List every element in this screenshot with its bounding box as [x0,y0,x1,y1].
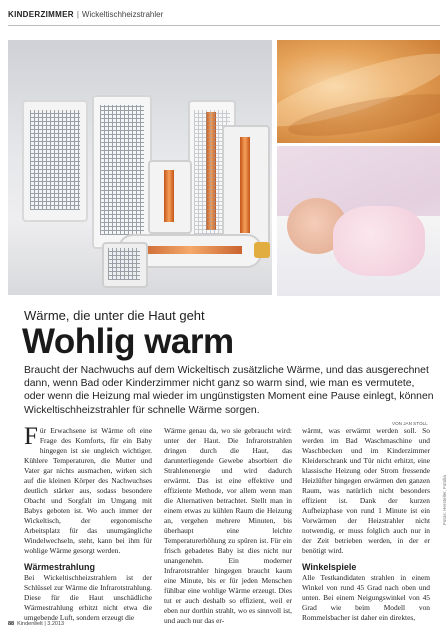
article-kicker: Wärme, die unter die Haut geht [24,308,205,323]
col1-subhead: Wärmestrahlung [24,562,96,572]
author-byline: VON JAN STOLL [392,421,428,426]
warm-fabric-photo [277,40,440,143]
header-divider [8,25,440,26]
heater-right-glow [222,125,270,247]
col3-paragraph-1: wärmt, was erwärmt werden soll. So werden im Bad Waschmaschine und Waschbecken und im Kinderzimmer Kleiderschrank und Tür nicht erhitzt, eine klassische Heizung oder Strom fressende Heizlüfter hingegen erwärmen den ganzen Raum, was natürlich nicht besonders effizient ist. Dank der kurzen Aufheizphase von rund 1 Minute ist ein Vorwärmen der Heizstrahler nicht notwendig, er muss folglich auch nur in der Zeit betrieben werden, in der er benötigt wird. [302,426,430,555]
subsection-label: Wickeltischheizstrahler [81,10,164,19]
photo-credit: Fotos: Hersteller, Fotolia [442,475,447,525]
col1-text-1: ür Erwachsene ist Wärme oft eine Frage des Komforts, für ein Baby hingegen ist sie ungleich wichtiger. Kühlere Temperaturen, die Mutter und Vater gar nichts ausmachen, wirken sich auf die kleinen Körper des Nachwuchses deutlich stärker aus, sodass besondere Obacht und Sorgfalt im Umgang mit Babys geboten ist. Wo auch immer der Wickeltisch, der ergonomische Arbeitsplatz für das unumgängliche Windelwechseln, steht, kann bei ihm für wohlige Wärme gesorgt werden. [24,426,152,555]
heater-column-tall [92,95,152,249]
col1-paragraph-1 [24,423,152,556]
heater-small-bottom [102,242,148,288]
article-lead: Braucht der Nachwuchs auf dem Wickeltisch zusätzliche Wärme, und das ausgerechnet dann, wenn Bad oder Kinderzimmer nicht ganz so warm sind, wie man es vermutete, oder wenn die Heizung mal wieder im ungünstigsten Moment eine Pause einlegt, können Wickeltischheizstrahler für schnelle Wärme sorgen. [24,365,434,416]
col2-paragraph-1: Wärme genau da, wo sie gebraucht wird: unter der Haut. Die Infrarotstrahlen dringen durch die Haut, das darunterliegende Gewebe absorbiert die Strahlenenergie und wird dadurch erwärmt. Das ist eine effektive und effiziente Methode, vor allem wenn man die Alternativen betrachtet. Stellt man in einem etwas zu kühlen Raum die Heizung an, vergehen mehrere Minuten, bis überhaupt eine leichte Temperaturerhöhung zu spüren ist. Für ein frisch gebadetes Baby ist dies nicht nur unangenehm. Ein moderner Infrarotstrahler hingegen braucht kaum eine Minute, bis er für jeden Menschen fühlbar eine wohlige Wärme erzeugt. Dies tut er auch deshalb so effizient, weil er eben nur dorthin strahlt, wo es sinnvoll ist, und auch nur das er- [164,426,292,625]
heater-small-glow [148,160,192,234]
col1-paragraph-2: Bei Wickeltischheizstrahlern ist der Schlüssel zur Wärme die Infrarotstrahlung. Diese für die Haut unschädliche Wärmestrahlung erhitzt nicht etwa die umgebende Luft, sondern erzeugt die [24,573,152,622]
body-column-1 [24,423,152,623]
page-footer [8,621,64,627]
article-title: Wohlig warm [22,322,234,361]
page-number: 88 [8,621,15,627]
heater-square-white [22,100,88,222]
body-column-2 [164,426,292,626]
publication-info: Kinderwelt | 3.2013 [17,621,65,627]
running-header [8,10,163,19]
col3-subhead: Winkelspiele [302,562,357,572]
heater-product-photo [8,40,272,295]
body-column-3 [302,426,430,623]
section-label: KINDERZIMMER [8,10,74,19]
header-separator: | [76,10,79,19]
baby-photo [277,146,440,296]
baby-body [333,206,425,276]
drop-cap: F [24,423,38,450]
col3-paragraph-2: Alle Testkandidaten strahlen in einem Winkel von rund 45 Grad nach oben und unten. Bei einem Neigungswinkel von 45 Grad wie beim Modell von Rommelsbacher ist daher ein direktes, [302,573,430,622]
